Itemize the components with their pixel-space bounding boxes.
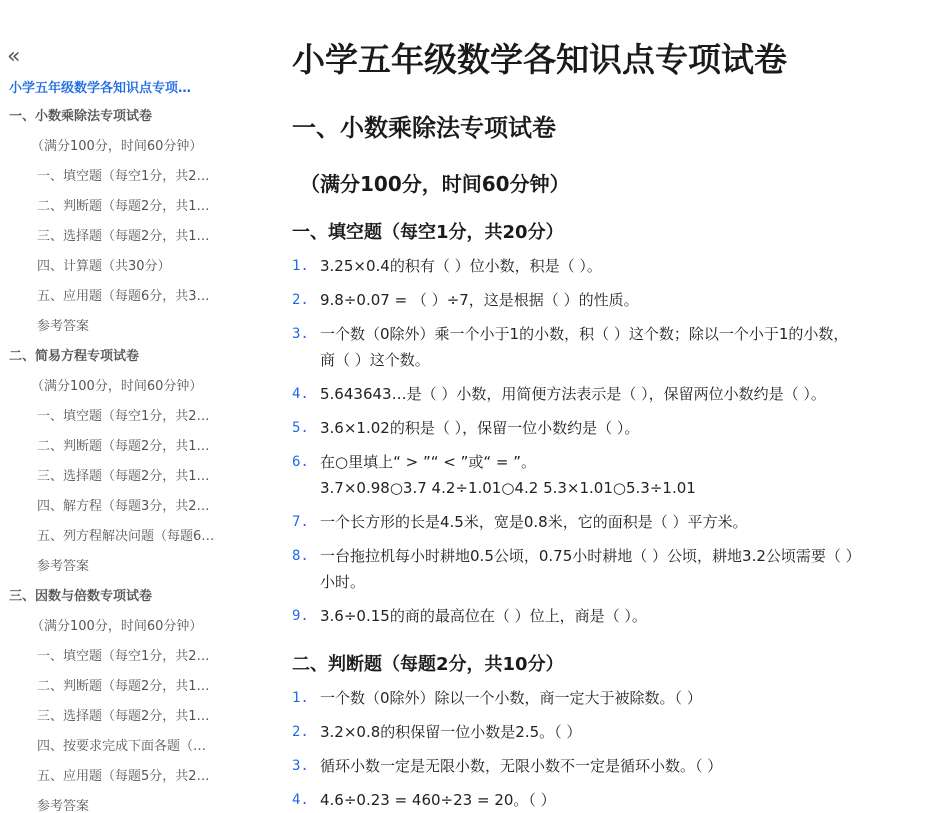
question-number: 8. bbox=[292, 548, 309, 564]
outline-section-item[interactable]: 一、填空题（每空1分，共2… bbox=[37, 649, 210, 664]
question-number: 1. bbox=[292, 690, 309, 706]
outline-section-item[interactable]: 三、选择题（每题2分，共1… bbox=[37, 709, 210, 724]
question-number: 7. bbox=[292, 514, 309, 530]
question-text: 3.6×1.02的积是（ ），保留一位小数约是（ ）。 bbox=[320, 419, 640, 437]
question-text-continued: 商（ ）这个数。 bbox=[320, 351, 430, 369]
outline-section-item[interactable]: 二、判断题（每题2分，共1… bbox=[37, 439, 210, 454]
question-number: 3. bbox=[292, 758, 309, 774]
question-text: 一个长方形的长是4.5米，宽是0.8米，它的面积是（ ）平方米。 bbox=[320, 513, 748, 531]
fill-blank-question-1 bbox=[292, 253, 907, 279]
question-text: 循环小数一定是无限小数，无限小数不一定是循环小数。（ ） bbox=[320, 757, 723, 775]
true-false-question-1 bbox=[292, 685, 907, 711]
question-number: 2. bbox=[292, 292, 309, 308]
question-number: 1. bbox=[292, 258, 309, 274]
question-number: 9. bbox=[292, 608, 309, 624]
part-title-true-false: 二、判断题（每题2分，共10分） bbox=[292, 654, 564, 675]
question-number: 4. bbox=[292, 792, 309, 808]
true-false-question-2 bbox=[292, 719, 907, 745]
fill-blank-question-6 bbox=[292, 449, 907, 501]
outline-section-item[interactable]: 四、解方程（每题3分，共2… bbox=[37, 499, 210, 514]
question-text: 一个数（0除外）除以一个小数，商一定大于被除数。（ ） bbox=[320, 689, 702, 707]
part-title-fill-blank: 一、填空题（每空1分，共20分） bbox=[292, 222, 564, 243]
section-subtitle: （满分100分，时间60分钟） bbox=[300, 172, 570, 196]
question-text: 3.6÷0.15的商的最高位在（ ）位上，商是（ ）。 bbox=[320, 607, 647, 625]
outline-section-item[interactable]: 参考答案 bbox=[37, 799, 90, 812]
question-text: 一个数（0除外）乘一个小于1的小数，积（ ）这个数；除以一个小于1的小数， bbox=[320, 325, 849, 343]
fill-blank-question-8 bbox=[292, 543, 907, 595]
outline-note-item[interactable]: （满分100分，时间60分钟） bbox=[31, 139, 203, 154]
outline-section-item[interactable]: 二、判断题（每题2分，共1… bbox=[37, 679, 210, 694]
question-text: 3.25×0.4的积有（ ）位小数，积是（ ）。 bbox=[320, 257, 602, 275]
question-number: 6. bbox=[292, 454, 309, 470]
outline-note-item[interactable]: （满分100分，时间60分钟） bbox=[31, 379, 203, 394]
outline-list bbox=[0, 102, 232, 812]
outline-doc-title[interactable]: 小学五年级数学各知识点专项… bbox=[9, 81, 192, 96]
outline-section-item[interactable]: 一、填空题（每空1分，共2… bbox=[37, 409, 210, 424]
outline-section-item[interactable]: 一、填空题（每空1分，共2… bbox=[37, 169, 210, 184]
collapse-sidebar-icon[interactable]: « bbox=[7, 44, 21, 69]
section-title: 一、小数乘除法专项试卷 bbox=[292, 114, 556, 142]
question-text: 9.8÷0.07 = （ ）÷7，这是根据（ ）的性质。 bbox=[320, 291, 639, 309]
question-text: 3.2×0.8的积保留一位小数是2.5。（ ） bbox=[320, 723, 582, 741]
outline-chapter-item[interactable]: 三、因数与倍数专项试卷 bbox=[9, 589, 153, 604]
outline-section-item[interactable]: 二、判断题（每题2分，共1… bbox=[37, 199, 210, 214]
question-number: 2. bbox=[292, 724, 309, 740]
question-number: 5. bbox=[292, 420, 309, 436]
outline-section-item[interactable]: 四、按要求完成下面各题（… bbox=[37, 739, 207, 754]
outline-sidebar bbox=[0, 0, 232, 812]
outline-section-item[interactable]: 三、选择题（每题2分，共1… bbox=[37, 469, 210, 484]
question-text-continued: 小时。 bbox=[320, 573, 366, 591]
outline-section-item[interactable]: 参考答案 bbox=[37, 319, 90, 334]
outline-section-item[interactable]: 五、应用题（每题5分，共2… bbox=[37, 769, 210, 784]
true-false-question-4 bbox=[292, 787, 907, 813]
question-text-continued: 3.7×0.98○3.7 4.2÷1.01○4.2 5.3×1.01○5.3÷1.01 bbox=[320, 479, 696, 497]
outline-note-item[interactable]: （满分100分，时间60分钟） bbox=[31, 619, 203, 634]
question-text: 4.6÷0.23 = 460÷23 = 20。（ ） bbox=[320, 791, 556, 809]
document-title: 小学五年级数学各知识点专项试卷 bbox=[292, 40, 787, 79]
fill-blank-question-4 bbox=[292, 381, 907, 407]
question-text: 一台拖拉机每小时耕地0.5公顷，0.75小时耕地（ ）公顷，耕地3.2公顷需要（ ） bbox=[320, 547, 861, 565]
outline-section-item[interactable]: 五、应用题（每题6分，共3… bbox=[37, 289, 210, 304]
fill-blank-question-7 bbox=[292, 509, 907, 535]
question-text: 在○里填上“ > ”“ < ”或“ = ”。 bbox=[320, 453, 537, 471]
true-false-question-3 bbox=[292, 753, 907, 779]
question-number: 3. bbox=[292, 326, 309, 342]
fill-blank-question-5 bbox=[292, 415, 907, 441]
question-text: 5.643643…是（ ）小数，用简便方法表示是（ ），保留两位小数约是（ ）。 bbox=[320, 385, 826, 403]
fill-blank-question-2 bbox=[292, 287, 907, 313]
outline-chapter-item[interactable]: 二、简易方程专项试卷 bbox=[9, 349, 140, 364]
fill-blank-question-9 bbox=[292, 603, 907, 629]
question-number: 4. bbox=[292, 386, 309, 402]
outline-section-item[interactable]: 三、选择题（每题2分，共1… bbox=[37, 229, 210, 244]
outline-section-item[interactable]: 参考答案 bbox=[37, 559, 90, 574]
outline-chapter-item[interactable]: 一、小数乘除法专项试卷 bbox=[9, 109, 153, 124]
outline-section-item[interactable]: 五、列方程解决问题（每题6… bbox=[37, 529, 215, 544]
fill-blank-question-3 bbox=[292, 321, 907, 373]
outline-section-item[interactable]: 四、计算题（共30分） bbox=[37, 259, 171, 274]
